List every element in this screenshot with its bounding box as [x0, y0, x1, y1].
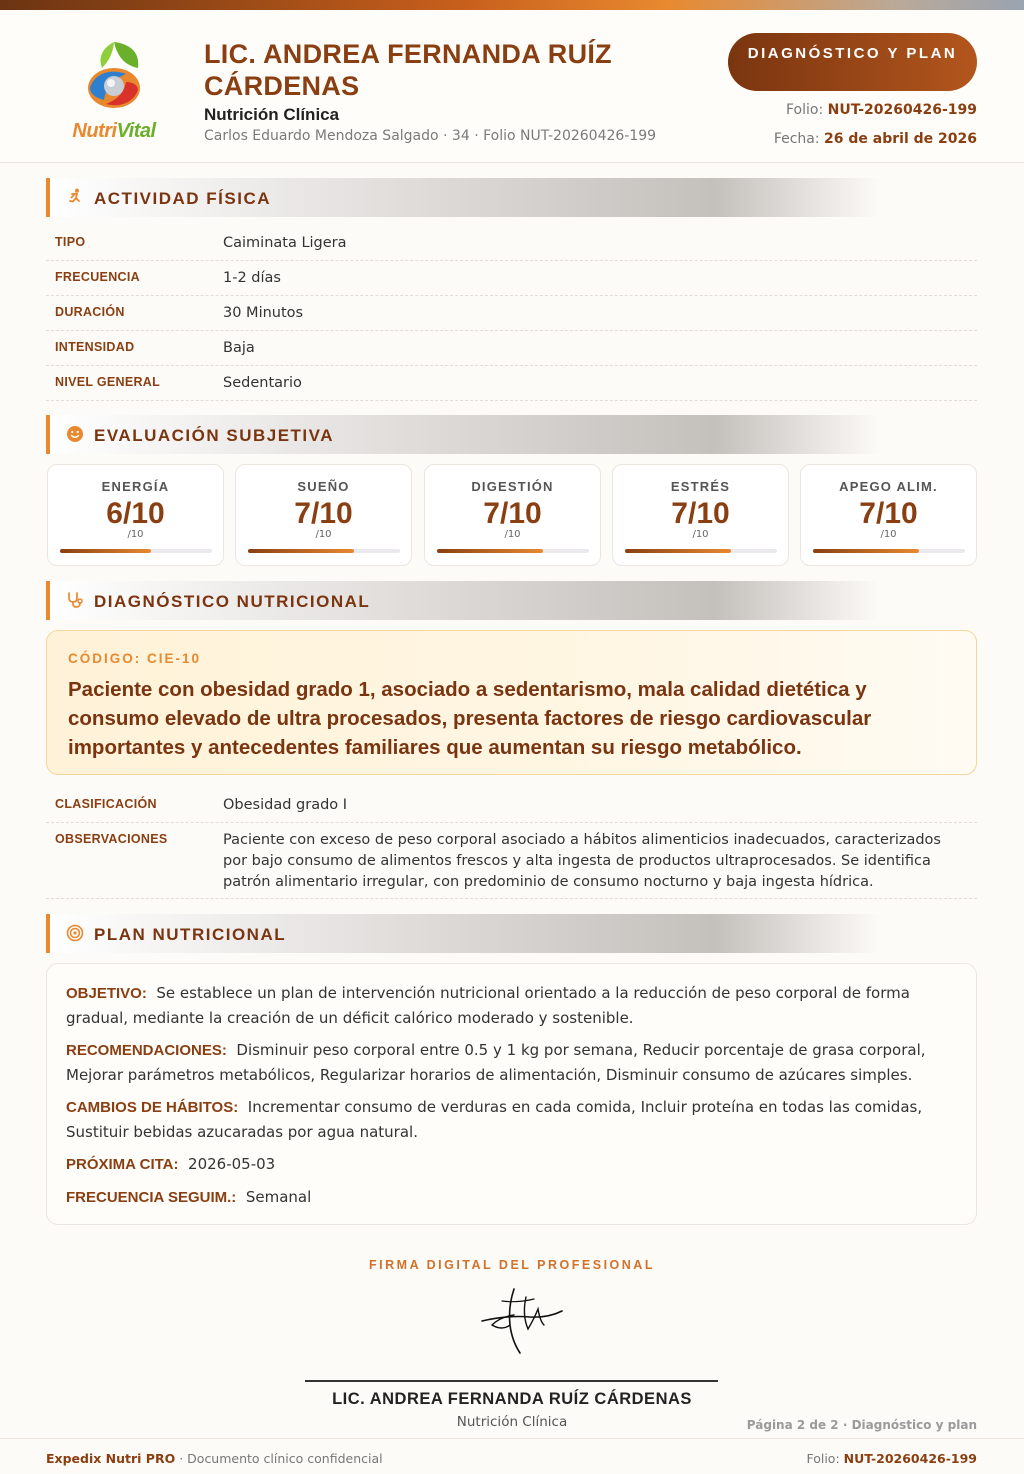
nutrivital-logo: [62, 38, 166, 146]
score-progress-fill: [813, 549, 919, 553]
signature-specialty: Nutrición Clínica: [456, 1414, 568, 1430]
handwritten-signature: [478, 1285, 568, 1357]
top-accent-bar: [0, 0, 1024, 10]
score-value: 7/10: [294, 497, 353, 530]
score-card: [800, 464, 977, 566]
section-diagnostico-nutricional: [46, 581, 880, 620]
score-value: 7/10: [483, 497, 542, 530]
plan-item-proxima-cita: PRÓXIMA CITA: 2026-05-03: [66, 1155, 276, 1173]
score-scale: /10: [692, 529, 709, 540]
document-type-badge: DIAGNÓSTICO Y PLAN: [728, 33, 977, 91]
logo-emblem-icon: [80, 38, 148, 120]
diagnosis-text: Paciente con obesidad grado 1, asociado a sedentarismo, mala calidad dietética y consumo elevado de ultra procesados, presenta factores de riesgo cardiovascular importantes y antecedentes familiares que aumentan su riesgo metabólico.: [68, 678, 872, 759]
diagnosis-highlight-box: [46, 630, 977, 775]
kv-row: [46, 366, 977, 401]
score-progress-track: [625, 549, 777, 553]
page-number: Página 2 de 2 · Diagnóstico y plan: [746, 1418, 977, 1432]
score-progress-track: [813, 549, 965, 553]
score-scale: /10: [504, 529, 521, 540]
section-actividad-fisica: [46, 178, 880, 217]
kv-value: Caiminata Ligera: [223, 235, 347, 251]
kv-key: CLASIFICACIÓN: [55, 797, 157, 811]
score-value: 7/10: [671, 497, 730, 530]
header-date: Fecha: 26 de abril de 2026: [773, 131, 977, 147]
score-value: 6/10: [106, 497, 165, 530]
stethoscope-icon: [66, 591, 84, 609]
signature-line: [305, 1380, 718, 1382]
kv-key: DURACIÓN: [55, 305, 125, 319]
section-title: EVALUACIÓN SUBJETIVA: [94, 426, 335, 445]
kv-value: Sedentario: [223, 375, 302, 391]
target-icon: [66, 924, 84, 942]
document-header: [0, 10, 1024, 163]
kv-row: [46, 331, 977, 366]
score-progress-fill: [248, 549, 354, 553]
kv-row: [46, 261, 977, 296]
kv-row: [46, 788, 977, 823]
signature-name: LIC. ANDREA FERNANDA RUÍZ CÁRDENAS: [332, 1390, 692, 1408]
kv-value: Paciente con exceso de peso corporal asociado a hábitos alimenticios inadecuados, caracterizados por bajo consumo de alimentos frescos y alta ingesta de productos ultraprocesados. Se identifica patrón alimentario irregular, con predominio de consumo nocturno y baja ingesta hídrica.: [223, 832, 941, 890]
plan-item-recomendaciones: RECOMENDACIONES: Disminuir peso corporal entre 0.5 y 1 kg por semana, Reducir porcentaje de grasa corporal, Mejorar parámetros metabólicos, Regularizar horarios de alimentación, Disminuir consumo de azúcares simples.: [66, 1041, 926, 1084]
signature-label: FIRMA DIGITAL DEL PROFESIONAL: [369, 1258, 655, 1272]
score-card: [235, 464, 412, 566]
doctor-name: LIC. ANDREA FERNANDA RUÍZ CÁRDENAS: [204, 39, 612, 101]
section-title: PLAN NUTRICIONAL: [94, 925, 287, 944]
kv-key: INTENSIDAD: [55, 340, 135, 354]
score-card: [47, 464, 224, 566]
plan-item-frecuencia: FRECUENCIA SEGUIM.: Semanal: [66, 1188, 312, 1206]
kv-row: [46, 823, 977, 899]
score-progress-fill: [60, 549, 151, 553]
score-scale: /10: [127, 529, 144, 540]
footer-left: Expedix Nutri PRO · Documento clínico confidencial: [46, 1451, 383, 1466]
kv-key: FRECUENCIA: [55, 270, 140, 284]
score-scale: /10: [880, 529, 897, 540]
score-value: 7/10: [859, 497, 918, 530]
kv-row: [46, 296, 977, 331]
score-label: DIGESTIÓN: [471, 479, 554, 494]
score-progress-fill: [437, 549, 543, 553]
running-icon: [66, 188, 84, 206]
score-scale: /10: [315, 529, 332, 540]
score-progress-track: [60, 549, 212, 553]
doctor-specialty: Nutrición Clínica: [204, 105, 340, 124]
section-title: ACTIVIDAD FÍSICA: [94, 189, 271, 208]
footer-folio: Folio: NUT-20260426-199: [806, 1451, 977, 1466]
score-progress-track: [437, 549, 589, 553]
score-card: [424, 464, 601, 566]
kv-key: TIPO: [55, 235, 86, 249]
header-folio: Folio: NUT-20260426-199: [786, 102, 977, 118]
kv-key: OBSERVACIONES: [55, 832, 168, 846]
score-label: APEGO ALIM.: [839, 479, 938, 494]
kv-value: Obesidad grado I: [223, 797, 348, 813]
plan-item-objetivo: OBJETIVO: Se establece un plan de intervención nutricional orientado a la reducción de peso corporal de forma gradual, mediante la creación de un déficit calórico moderado y sostenible.: [66, 984, 910, 1027]
kv-value: 1-2 días: [223, 270, 281, 286]
smile-icon: [66, 425, 84, 443]
document-footer: [0, 1438, 1024, 1474]
kv-value: 30 Minutos: [223, 305, 304, 321]
kv-key: NIVEL GENERAL: [55, 375, 161, 389]
score-label: ENERGÍA: [101, 479, 170, 494]
plan-item-cambios-habitos: CAMBIOS DE HÁBITOS: Incrementar consumo de verduras en cada comida, Incluir proteína en todas las comidas, Sustituir bebidas azucaradas por agua natural.: [66, 1098, 923, 1141]
plan-box: [46, 963, 977, 1225]
score-progress-fill: [625, 549, 731, 553]
diagnosis-code: CÓDIGO: CIE-10: [68, 651, 202, 666]
kv-row: [46, 226, 977, 261]
score-label: ESTRÉS: [670, 479, 731, 494]
section-evaluacion-subjetiva: [46, 415, 880, 454]
patient-line: Carlos Eduardo Mendoza Salgado · 34 · Folio NUT-20260426-199: [204, 128, 657, 144]
kv-value: Baja: [223, 340, 255, 356]
score-card: [612, 464, 789, 566]
logo-wordmark: NutriVital: [72, 120, 156, 142]
score-progress-track: [248, 549, 400, 553]
section-title: DIAGNÓSTICO NUTRICIONAL: [94, 592, 371, 611]
score-label: SUEÑO: [297, 479, 350, 494]
section-plan-nutricional: [46, 914, 880, 953]
